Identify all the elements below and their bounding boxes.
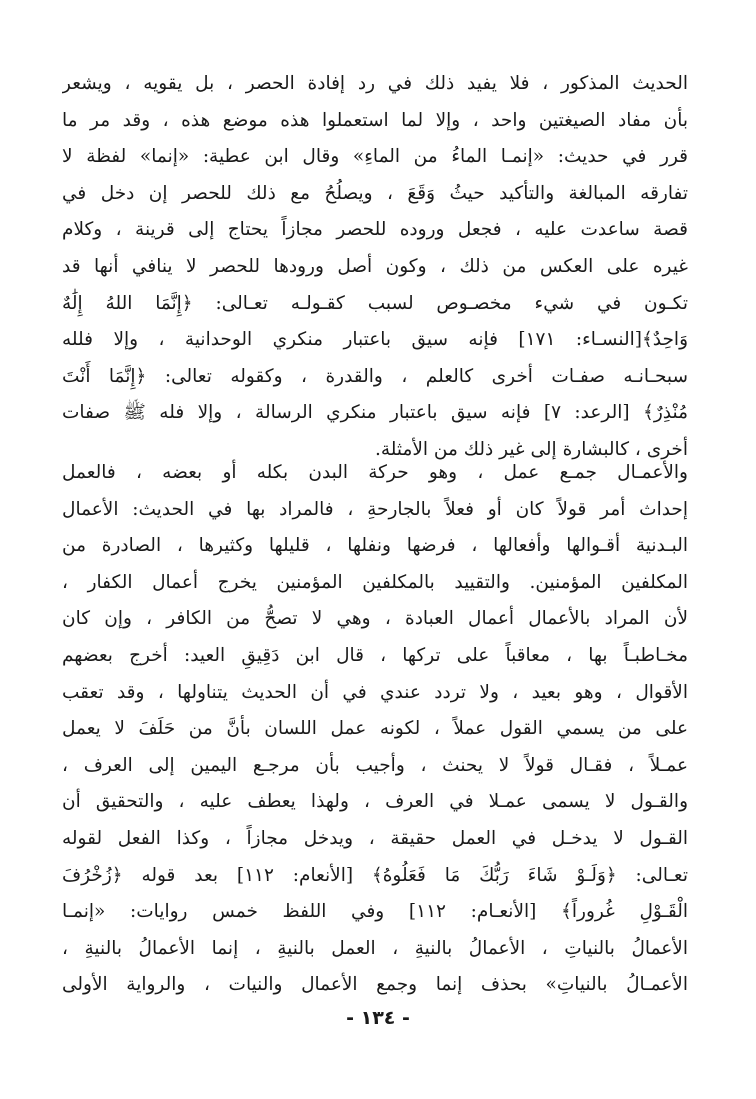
text-line: بأن مفاد الصيغتين واحد ، وإلا لما استعملوا هذه موضع هذه ، وقد مر ما [62, 109, 688, 131]
text-line: والقـول لا يسمى عمـلا في العرف ، ولهذا يعطف عليه ، والتحقيق أن [62, 791, 688, 813]
text-line: البـدنية أقـوالها وأفعالها ، فرضها ونفلها ، قليلها وكثيرها ، الصادرة من [62, 535, 688, 557]
text-line: وَاحِدٌ﴾[النسـاء: ١٧١] فإنه سيق باعتبار منكري الوحدانية ، وإلا فلله [62, 329, 688, 351]
paragraph-1 [62, 66, 688, 469]
text-line: الأقوال ، وهو بعيد ، ولا تردد عندي في أن الحديث يتناولها ، وقد تعقب [62, 681, 688, 703]
text-line: قصة ساعدت عليه ، فجعل وروده للحصر مجازاً يحتاج إلى قرينة ، وكلام [62, 219, 688, 241]
text-line: القـول لا يدخـل في العمل حقيقة ، ويدخل مجازاً ، وكذا الفعل لقوله [62, 827, 688, 849]
text-line: الْقَـوْلِ غُروراً﴾ [الأنعـام: ١١٢] وفي اللفظ خمس روايات: «إنمـا [62, 901, 688, 923]
text-line: الأعمالُ بالنياتِ ، الأعمالُ بالنيةِ ، العمل بالنيةِ ، إنما الأعمالُ بالنيةِ ، [62, 937, 688, 959]
page-number: - ١٣٤ - [346, 1007, 410, 1029]
text-line: على من يسمي القول عملاً ، لكونه عمل اللسان بأنَّ من حَلَفَ لا يعمل [62, 718, 688, 740]
text-line: تكـون في شيء مخصـوص لسبب كقـولـه تعـالى: ﴿إِنَّمَا اللهُ إِلَٰهٌ [62, 292, 688, 314]
text-line: أخرى ، كالبشارة إلى غير ذلك من الأمثلة. [374, 438, 688, 460]
text-line: والأعمـال جمـع عمل ، وهو حركة البدن بكله أو بعضه ، فالعمل [62, 462, 688, 483]
text-line: المكلفين المؤمنين. والتقييد بالمكلفين المؤمنين يخرج أعمال الكفار ، [62, 571, 688, 593]
text-line: تفارقه المبالغة والتأكيد حيثُ وَقَعَ ، ويصلُحُ مع ذلك للحصر إن دخل في [62, 182, 688, 204]
text-line: تعـالى: ﴿وَلَـوْ شَاءَ رَبُّكَ مَا فَعَلُوهُ﴾ [الأنعام: ١١٢] بعد قوله ﴿زُخْرُفَ [62, 864, 688, 886]
text-line: إحداث أمر قولاً كان أو فعلاً بالجارحةِ ، فالمراد بها في الحديث: الأعمال [62, 498, 688, 520]
text-line: مخـاطبـاً بها ، معاقباً على تركها ، قال ابن دَقِيقِ العيد: أخرج بعضهم [62, 644, 688, 666]
paragraph-2 [62, 455, 688, 1004]
text-line: سبحـانـه صفـات أخرى كالعلم ، والقدرة ، وكقوله تعالى: ﴿إِنَّمَا أَنْتَ [62, 365, 688, 387]
text-line: عمـلاً ، فقـال قولاً لا يحنث ، وأجيب بأن مرجـع اليمين إلى العرف ، [62, 754, 688, 776]
text-line: قرر في حديث: «إنمـا الماءُ من الماءِ» وقال ابن عطية: «إنما» لفظة لا [62, 146, 688, 168]
text-line: غيره على العكس من ذلك ، وكون أصل ورودها للحصر لا ينافي أنها قد [62, 255, 688, 277]
text-line: مُنْذِرٌ﴾ [الرعد: ٧] فإنه سيق باعتبار منكري الرسالة ، وإلا فله ﷺ صفات [62, 402, 688, 424]
text-line: الأعمـالُ بالنياتِ» بحذف إنما وجمع الأعمال والنيات ، والرواية الأولى [62, 974, 688, 996]
text-line: لأن المراد بالأعمال أعمال العبادة ، وهي لا تصحُّ من الكافر ، وإن كان [62, 608, 688, 630]
text-line: الحديث المذكور ، فلا يفيد ذلك في رد إفادة الحصر ، بل يقويه ، ويشعر [62, 73, 688, 94]
